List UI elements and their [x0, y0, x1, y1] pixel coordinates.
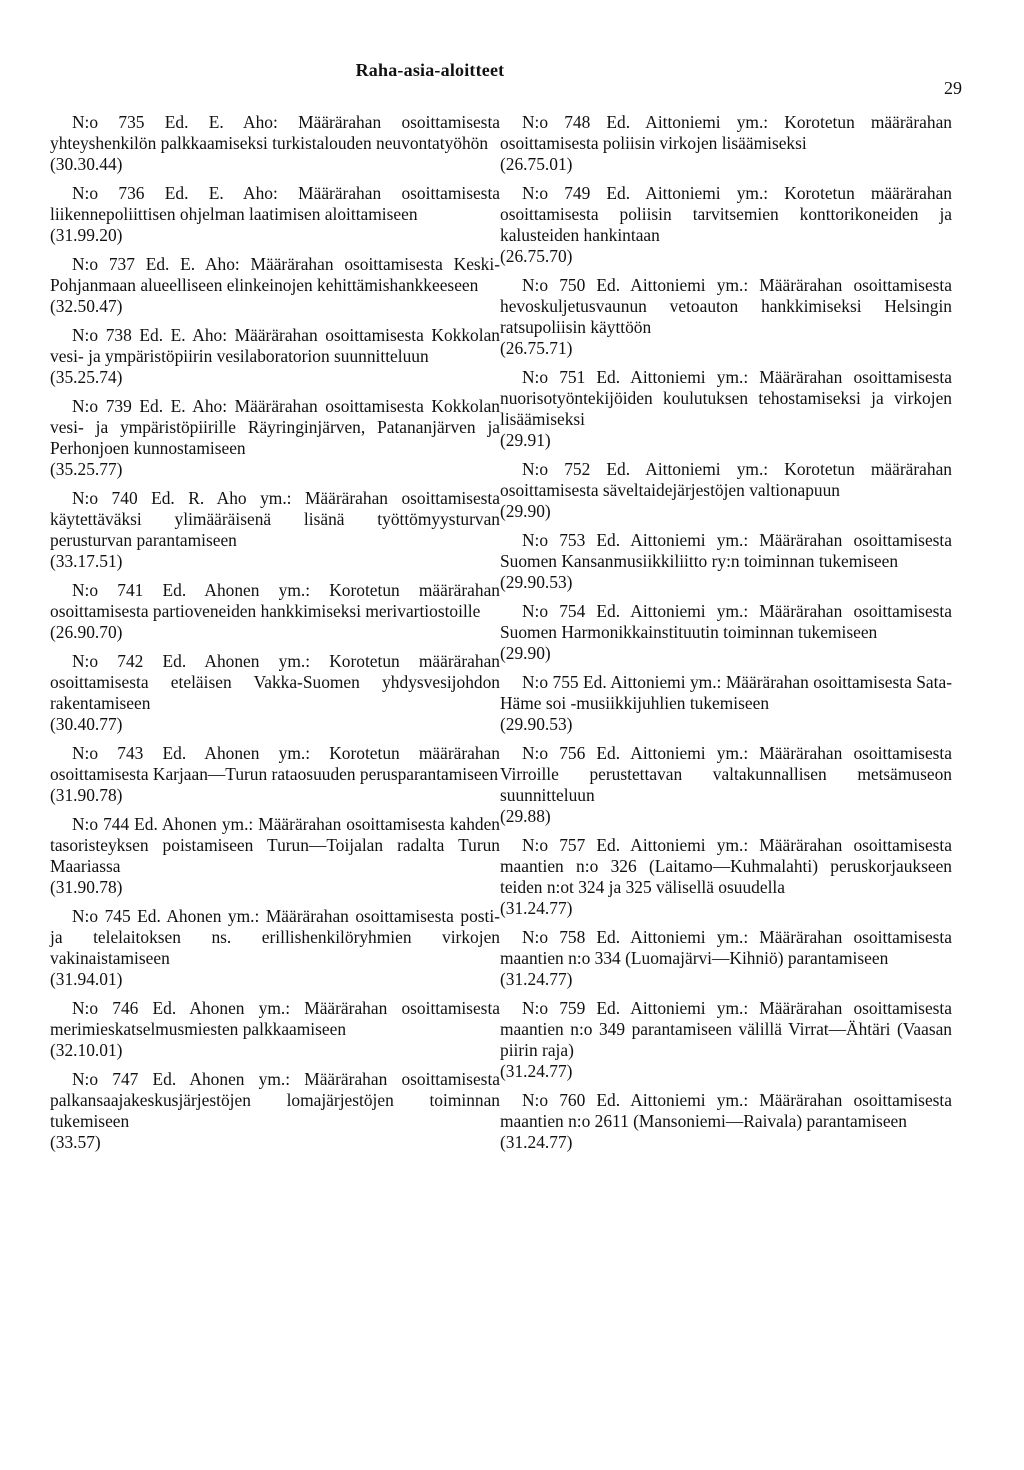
entry: [50, 906, 500, 990]
entry: [500, 275, 952, 359]
entry-text: N:o 757 Ed. Aittoniemi ym.: Määrärahan osoittamisesta maantien n:o 326 (Laitamo—Kuhmalahti) peruskorjaukseen teiden n:ot 324 ja 325 välisellä osuudella: [500, 835, 952, 897]
entry: [500, 530, 952, 593]
entry-text: N:o 742 Ed. Ahonen ym.: Korotetun määrärahan osoittamisesta eteläisen Vakka-Suomen yhdysvesijohdon rakentamiseen: [50, 651, 500, 713]
entry: [50, 183, 500, 246]
entry: [500, 835, 952, 919]
entry-code: (33.17.51): [50, 551, 123, 571]
entry-text: N:o 738 Ed. E. Aho: Määrärahan osoittamisesta Kokkolan vesi- ja ympäristöpiirin vesilaboratorion suunnitteluun: [50, 325, 500, 366]
entry-text: N:o 750 Ed. Aittoniemi ym.: Määrärahan osoittamisesta hevoskuljetusvaunun vetoauton hankkimiseksi Helsingin ratsupoliisin käyttöön: [500, 275, 952, 337]
entry-text: N:o 737 Ed. E. Aho: Määrärahan osoittamisesta Keski-Pohjanmaan alueelliseen elinkeinojen kehittämishankkeeseen: [50, 254, 500, 295]
entry-text: N:o 743 Ed. Ahonen ym.: Korotetun määrärahan osoittamisesta Karjaan—Turun rataosuuden perusparantamiseen: [50, 743, 500, 784]
entry-text: N:o 755 Ed. Aittoniemi ym.: Määrärahan osoittamisesta Sata-Häme soi -musiikkijuhlien tukemiseen: [500, 672, 952, 713]
entry: [50, 998, 500, 1061]
entry: [500, 743, 952, 827]
entry-text: N:o 745 Ed. Ahonen ym.: Määrärahan osoittamisesta posti- ja telelaitoksen ns. erillishenkilöryhmien virkojen vakinaistamiseen: [50, 906, 500, 968]
entry-code: (32.50.47): [50, 296, 123, 316]
entry: [50, 580, 500, 643]
entry: [500, 998, 952, 1082]
entry-text: N:o 749 Ed. Aittoniemi ym.: Korotetun määrärahan osoittamisesta poliisin tarvitsemien konttorikoneiden ja kalusteiden hankintaan: [500, 183, 952, 245]
entry: [50, 814, 500, 898]
entry-text: N:o 739 Ed. E. Aho: Määrärahan osoittamisesta Kokkolan vesi- ja ympäristöpiirille Räyringinjärven, Patananjärven ja Perhonjoen kunnostamiseen: [50, 396, 500, 458]
entry: [50, 254, 500, 317]
entry-text: N:o 736 Ed. E. Aho: Määrärahan osoittamisesta liikennepoliittisen ohjelman laatimisen aloittamiseen: [50, 183, 500, 224]
entry-text: N:o 741 Ed. Ahonen ym.: Korotetun määrärahan osoittamisesta partioveneiden hankkimiseksi merivartiostoille: [50, 580, 500, 621]
entry: [500, 459, 952, 522]
entry: [50, 651, 500, 735]
entry-text: N:o 744 Ed. Ahonen ym.: Määrärahan osoittamisesta kahden tasoristeyksen poistamiseen Turun—Toijalan radalta Turun Maariassa: [50, 814, 500, 876]
entry-code: (30.40.77): [50, 714, 123, 734]
page-number: 29: [944, 78, 962, 98]
entry-code: (32.10.01): [50, 1040, 123, 1060]
entry: [500, 601, 952, 664]
entry-code: (29.90): [500, 501, 551, 521]
entry-code: (35.25.77): [50, 459, 123, 479]
entry-code: (31.24.77): [500, 898, 573, 918]
entry-code: (29.88): [500, 806, 551, 826]
entry-text: N:o 753 Ed. Aittoniemi ym.: Määrärahan osoittamisesta Suomen Kansanmusiikkiliitto ry:n toiminnan tukemiseen: [500, 530, 952, 571]
entry-text: N:o 751 Ed. Aittoniemi ym.: Määrärahan osoittamisesta nuorisotyöntekijöiden koulutuksen tehostamiseksi ja virkojen lisäämiseksi: [500, 367, 952, 429]
entry-text: N:o 752 Ed. Aittoniemi ym.: Korotetun määrärahan osoittamisesta säveltaidejärjestöjen valtionapuun: [500, 459, 952, 500]
entry: [50, 488, 500, 572]
entry-code: (29.90): [500, 643, 551, 663]
entry: [50, 743, 500, 806]
entry-text: N:o 747 Ed. Ahonen ym.: Määrärahan osoittamisesta palkansaajakeskusjärjestöjen lomajärjestöjen toiminnan tukemiseen: [50, 1069, 500, 1131]
entry-code: (31.24.77): [500, 969, 573, 989]
entry: [500, 927, 952, 990]
entry-code: (31.24.77): [500, 1132, 573, 1152]
entry-text: N:o 746 Ed. Ahonen ym.: Määrärahan osoittamisesta merimieskatselmusmiesten palkkaamiseen: [50, 998, 500, 1039]
entry-code: (31.99.20): [50, 225, 123, 245]
entry-text: N:o 754 Ed. Aittoniemi ym.: Määrärahan osoittamisesta Suomen Harmonikkainstituutin toiminnan tukemiseen: [500, 601, 952, 642]
entry-text: N:o 748 Ed. Aittoniemi ym.: Korotetun määrärahan osoittamisesta poliisin virkojen lisäämiseksi: [500, 112, 952, 153]
running-title: Raha-asia-aloitteet: [355, 60, 505, 80]
entry-code: (26.75.01): [500, 154, 573, 174]
entry: [500, 672, 952, 735]
entry-code: (29.90.53): [500, 714, 573, 734]
entry-code: (31.90.78): [50, 877, 123, 897]
left-column: [50, 112, 500, 1161]
entry: [50, 396, 500, 480]
entry-code: (31.90.78): [50, 785, 123, 805]
entry-code: (26.75.71): [500, 338, 573, 358]
entry: [500, 112, 952, 175]
right-column: [500, 112, 952, 1161]
page-header: [0, 60, 1024, 98]
entry-code: (31.94.01): [50, 969, 123, 989]
entry: [500, 1090, 952, 1153]
entry-code: (26.75.70): [500, 246, 573, 266]
entry: [500, 367, 952, 451]
entry-code: (35.25.74): [50, 367, 123, 387]
entry-text: N:o 759 Ed. Aittoniemi ym.: Määrärahan osoittamisesta maantien n:o 349 parantamiseen välillä Virrat—Ähtäri (Vaasan piirin raja): [500, 998, 952, 1060]
entry-code: (26.90.70): [50, 622, 123, 642]
entry-text: N:o 756 Ed. Aittoniemi ym.: Määrärahan osoittamisesta Virroille perustettavan valtakunnallisen metsämuseon suunnitteluun: [500, 743, 952, 805]
entry-code: (33.57): [50, 1132, 101, 1152]
entry: [50, 112, 500, 175]
entry: [50, 1069, 500, 1153]
entry-code: (29.91): [500, 430, 551, 450]
entry-text: N:o 760 Ed. Aittoniemi ym.: Määrärahan osoittamisesta maantien n:o 2611 (Mansoniemi—Raivala) parantamiseen: [500, 1090, 952, 1131]
entry-text: N:o 740 Ed. R. Aho ym.: Määrärahan osoittamisesta käytettäväksi ylimääräisenä lisänä työttömyysturvan perusturvan parantamiseen: [50, 488, 500, 550]
entry: [50, 325, 500, 388]
entry-code: (31.24.77): [500, 1061, 573, 1081]
entry-text: N:o 735 Ed. E. Aho: Määrärahan osoittamisesta yhteyshenkilön palkkaamiseksi turkistalouden neuvontatyöhön: [50, 112, 500, 153]
entry-code: (29.90.53): [500, 572, 573, 592]
entry-code: (30.30.44): [50, 154, 123, 174]
entry: [500, 183, 952, 267]
entry-text: N:o 758 Ed. Aittoniemi ym.: Määrärahan osoittamisesta maantien n:o 334 (Luomajärvi—Kihniö) parantamiseen: [500, 927, 952, 968]
